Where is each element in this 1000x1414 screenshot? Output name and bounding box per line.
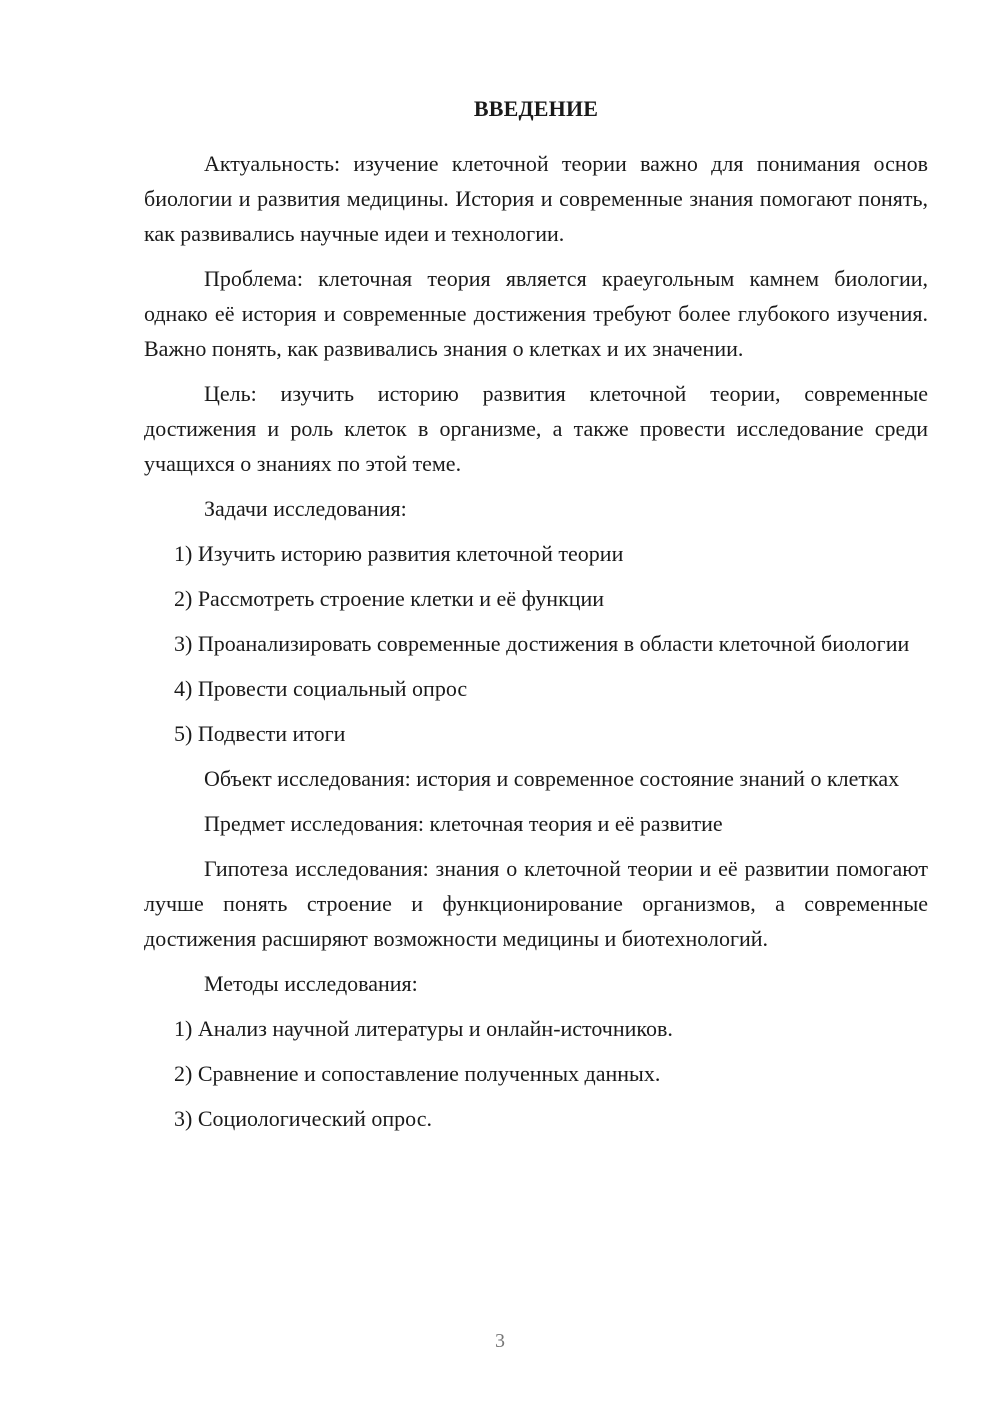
task-item-3: 3) Проанализировать современные достижения в области клеточной биологии [174,631,910,656]
page-title: ВВЕДЕНИЕ [473,96,599,121]
hypothesis-paragraph: Гипотеза исследования: знания о клеточной теории и её развитии помогают лучше понять строение и функционирование организмов, а современные достижения расширяют возможности медицины и биотехнологий. [144,856,928,951]
methods-list [144,1011,928,1136]
task-item-2: 2) Рассмотреть строение клетки и её функции [174,586,605,611]
task-item-5: 5) Подвести итоги [174,721,346,746]
document-page [144,92,928,1146]
page-number: 3 [495,1330,505,1352]
subject-paragraph: Предмет исследования: клеточная теория и её развитие [204,811,723,836]
goal-paragraph: Цель: изучить историю развития клеточной теории, современные достижения и роль клеток в организме, а также провести исследование среди учащихся о знаниях по этой теме. [144,381,928,476]
object-paragraph: Объект исследования: история и современное состояние знаний о клетках [204,766,900,791]
method-item-3: 3) Социологический опрос. [174,1106,432,1131]
method-item-1: 1) Анализ научной литературы и онлайн-источников. [174,1016,673,1041]
task-item-4: 4) Провести социальный опрос [174,676,468,701]
actuality-paragraph: Актуальность: изучение клеточной теории важно для понимания основ биологии и развития медицины. История и современные знания помогают понять, как развивались научные идеи и технологии. [144,151,928,246]
task-item-1: 1) Изучить историю развития клеточной теории [174,541,624,566]
tasks-list [144,536,928,751]
problem-paragraph: Проблема: клеточная теория является краеугольным камнем биологии, однако её история и современные достижения требуют более глубокого изучения. Важно понять, как развивались знания о клетках и их значении. [144,266,928,361]
methods-label: Методы исследования: [204,971,418,996]
tasks-label: Задачи исследования: [204,496,407,521]
method-item-2: 2) Сравнение и сопоставление полученных данных. [174,1061,661,1086]
